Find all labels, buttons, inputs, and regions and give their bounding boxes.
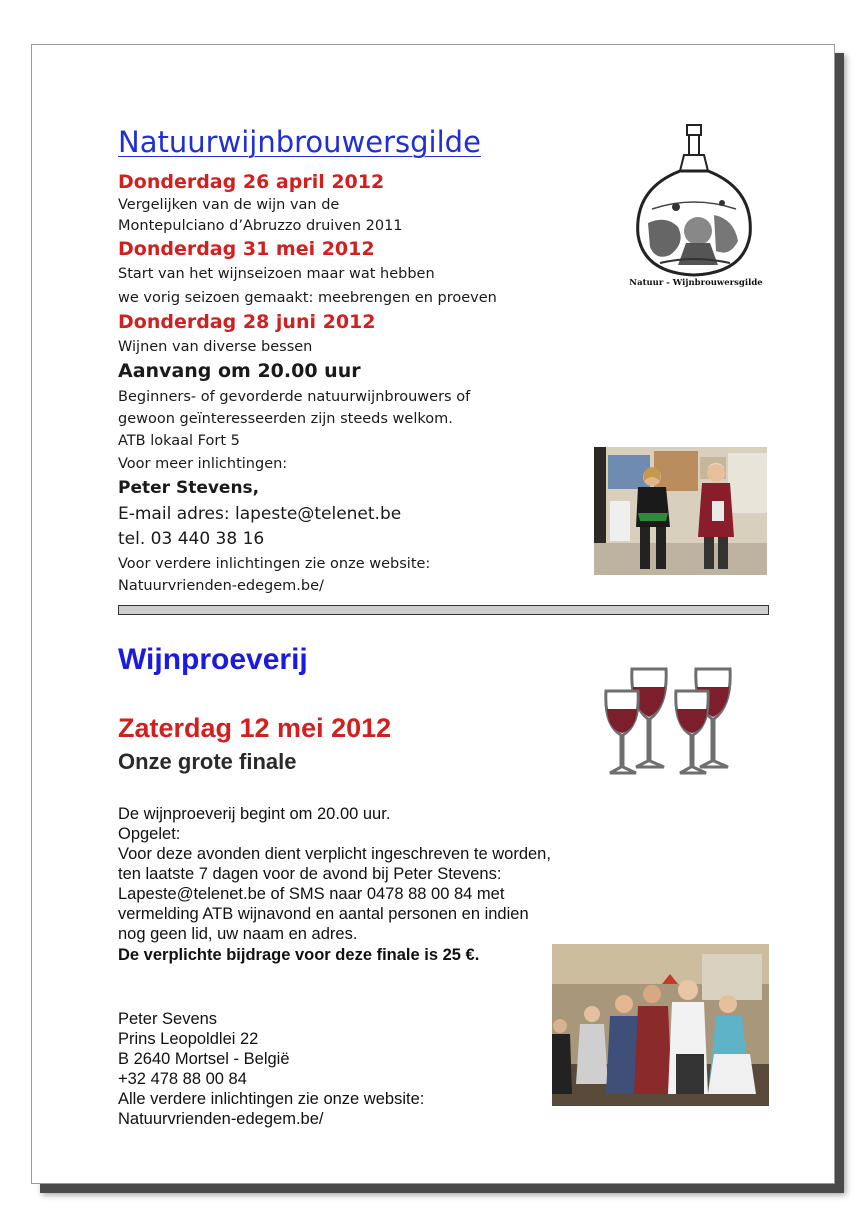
contact-name: Peter Stevens,: [118, 478, 260, 498]
section2-title: Wijnproeverij: [118, 643, 308, 676]
body-line-7: nog geen lid, uw naam en adres.: [118, 925, 358, 943]
body-line-4: ten laatste 7 dagen voor de avond bij Peter Stevens:: [118, 865, 502, 883]
body-line-6: vermelding ATB wijnavond en aantal personen en indien: [118, 905, 529, 923]
section-divider: [118, 605, 769, 615]
info-line-1: Beginners- of gevorderde natuurwijnbrouwers of: [118, 389, 471, 405]
body-line-5: Lapeste@telenet.be of SMS naar 0478 88 00 84 met: [118, 885, 505, 903]
tel-line: tel. 03 440 38 16: [118, 529, 265, 549]
address-line-2: Prins Leopoldlei 22: [118, 1030, 259, 1048]
guild-logo: [626, 123, 766, 293]
event-date-1: Donderdag 26 april 2012: [118, 171, 385, 193]
body-line-3: Voor deze avonden dient verplicht ingeschreven te worden,: [118, 845, 551, 863]
address-line-5: Alle verdere inlichtingen zie onze website:: [118, 1090, 425, 1108]
event-date-2: Donderdag 31 mei 2012: [118, 238, 375, 260]
website-line-2: Natuurvrienden-edegem.be/: [118, 578, 324, 594]
logo-caption: Natuur - Wijnbrouwersgilde: [629, 278, 763, 288]
document-page: [31, 44, 835, 1184]
event-1-line-1: Vergelijken van de wijn van de: [118, 197, 340, 213]
info-line-2: gewoon geïnteresseerden zijn steeds welkom.: [118, 411, 453, 427]
flask-icon: [626, 123, 766, 293]
contribution-line: De verplichte bijdrage voor deze finale is 25 €.: [118, 946, 480, 964]
body-line-1: De wijnproeverij begint om 20.00 uur.: [118, 805, 391, 823]
finale-date: Zaterdag 12 mei 2012: [118, 713, 392, 743]
event-date-3: Donderdag 28 juni 2012: [118, 311, 376, 333]
info-line-4: Voor meer inlichtingen:: [118, 456, 288, 472]
website-line-1: Voor verdere inlichtingen zie onze website:: [118, 556, 431, 572]
event-3-line-1: Wijnen van diverse bessen: [118, 339, 313, 355]
info-line-3: ATB lokaal Fort 5: [118, 433, 240, 449]
start-time: Aanvang om 20.00 uur: [118, 360, 361, 382]
address-line-1: Peter Sevens: [118, 1010, 218, 1028]
event-photo-1: [594, 447, 767, 575]
event-2-line-1: Start van het wijnseizoen maar wat hebben: [118, 266, 435, 282]
email-line: E-mail adres: lapeste@telenet.be: [118, 504, 402, 524]
body-line-2: Opgelet:: [118, 825, 181, 843]
finale-subtitle: Onze grote finale: [118, 749, 297, 774]
address-line-6: Natuurvrienden-edegem.be/: [118, 1110, 324, 1128]
section1-title: Natuurwijnbrouwersgilde: [118, 125, 481, 159]
address-line-3: B 2640 Mortsel - België: [118, 1050, 290, 1068]
event-photo-2: [552, 944, 769, 1106]
event-2-line-2: we vorig seizoen gemaakt: meebrengen en proeven: [118, 290, 497, 306]
wine-glasses-image: [602, 665, 744, 777]
address-line-4: +32 478 88 00 84: [118, 1070, 247, 1088]
event-1-line-2: Montepulciano d’Abruzzo druiven 2011: [118, 218, 403, 234]
